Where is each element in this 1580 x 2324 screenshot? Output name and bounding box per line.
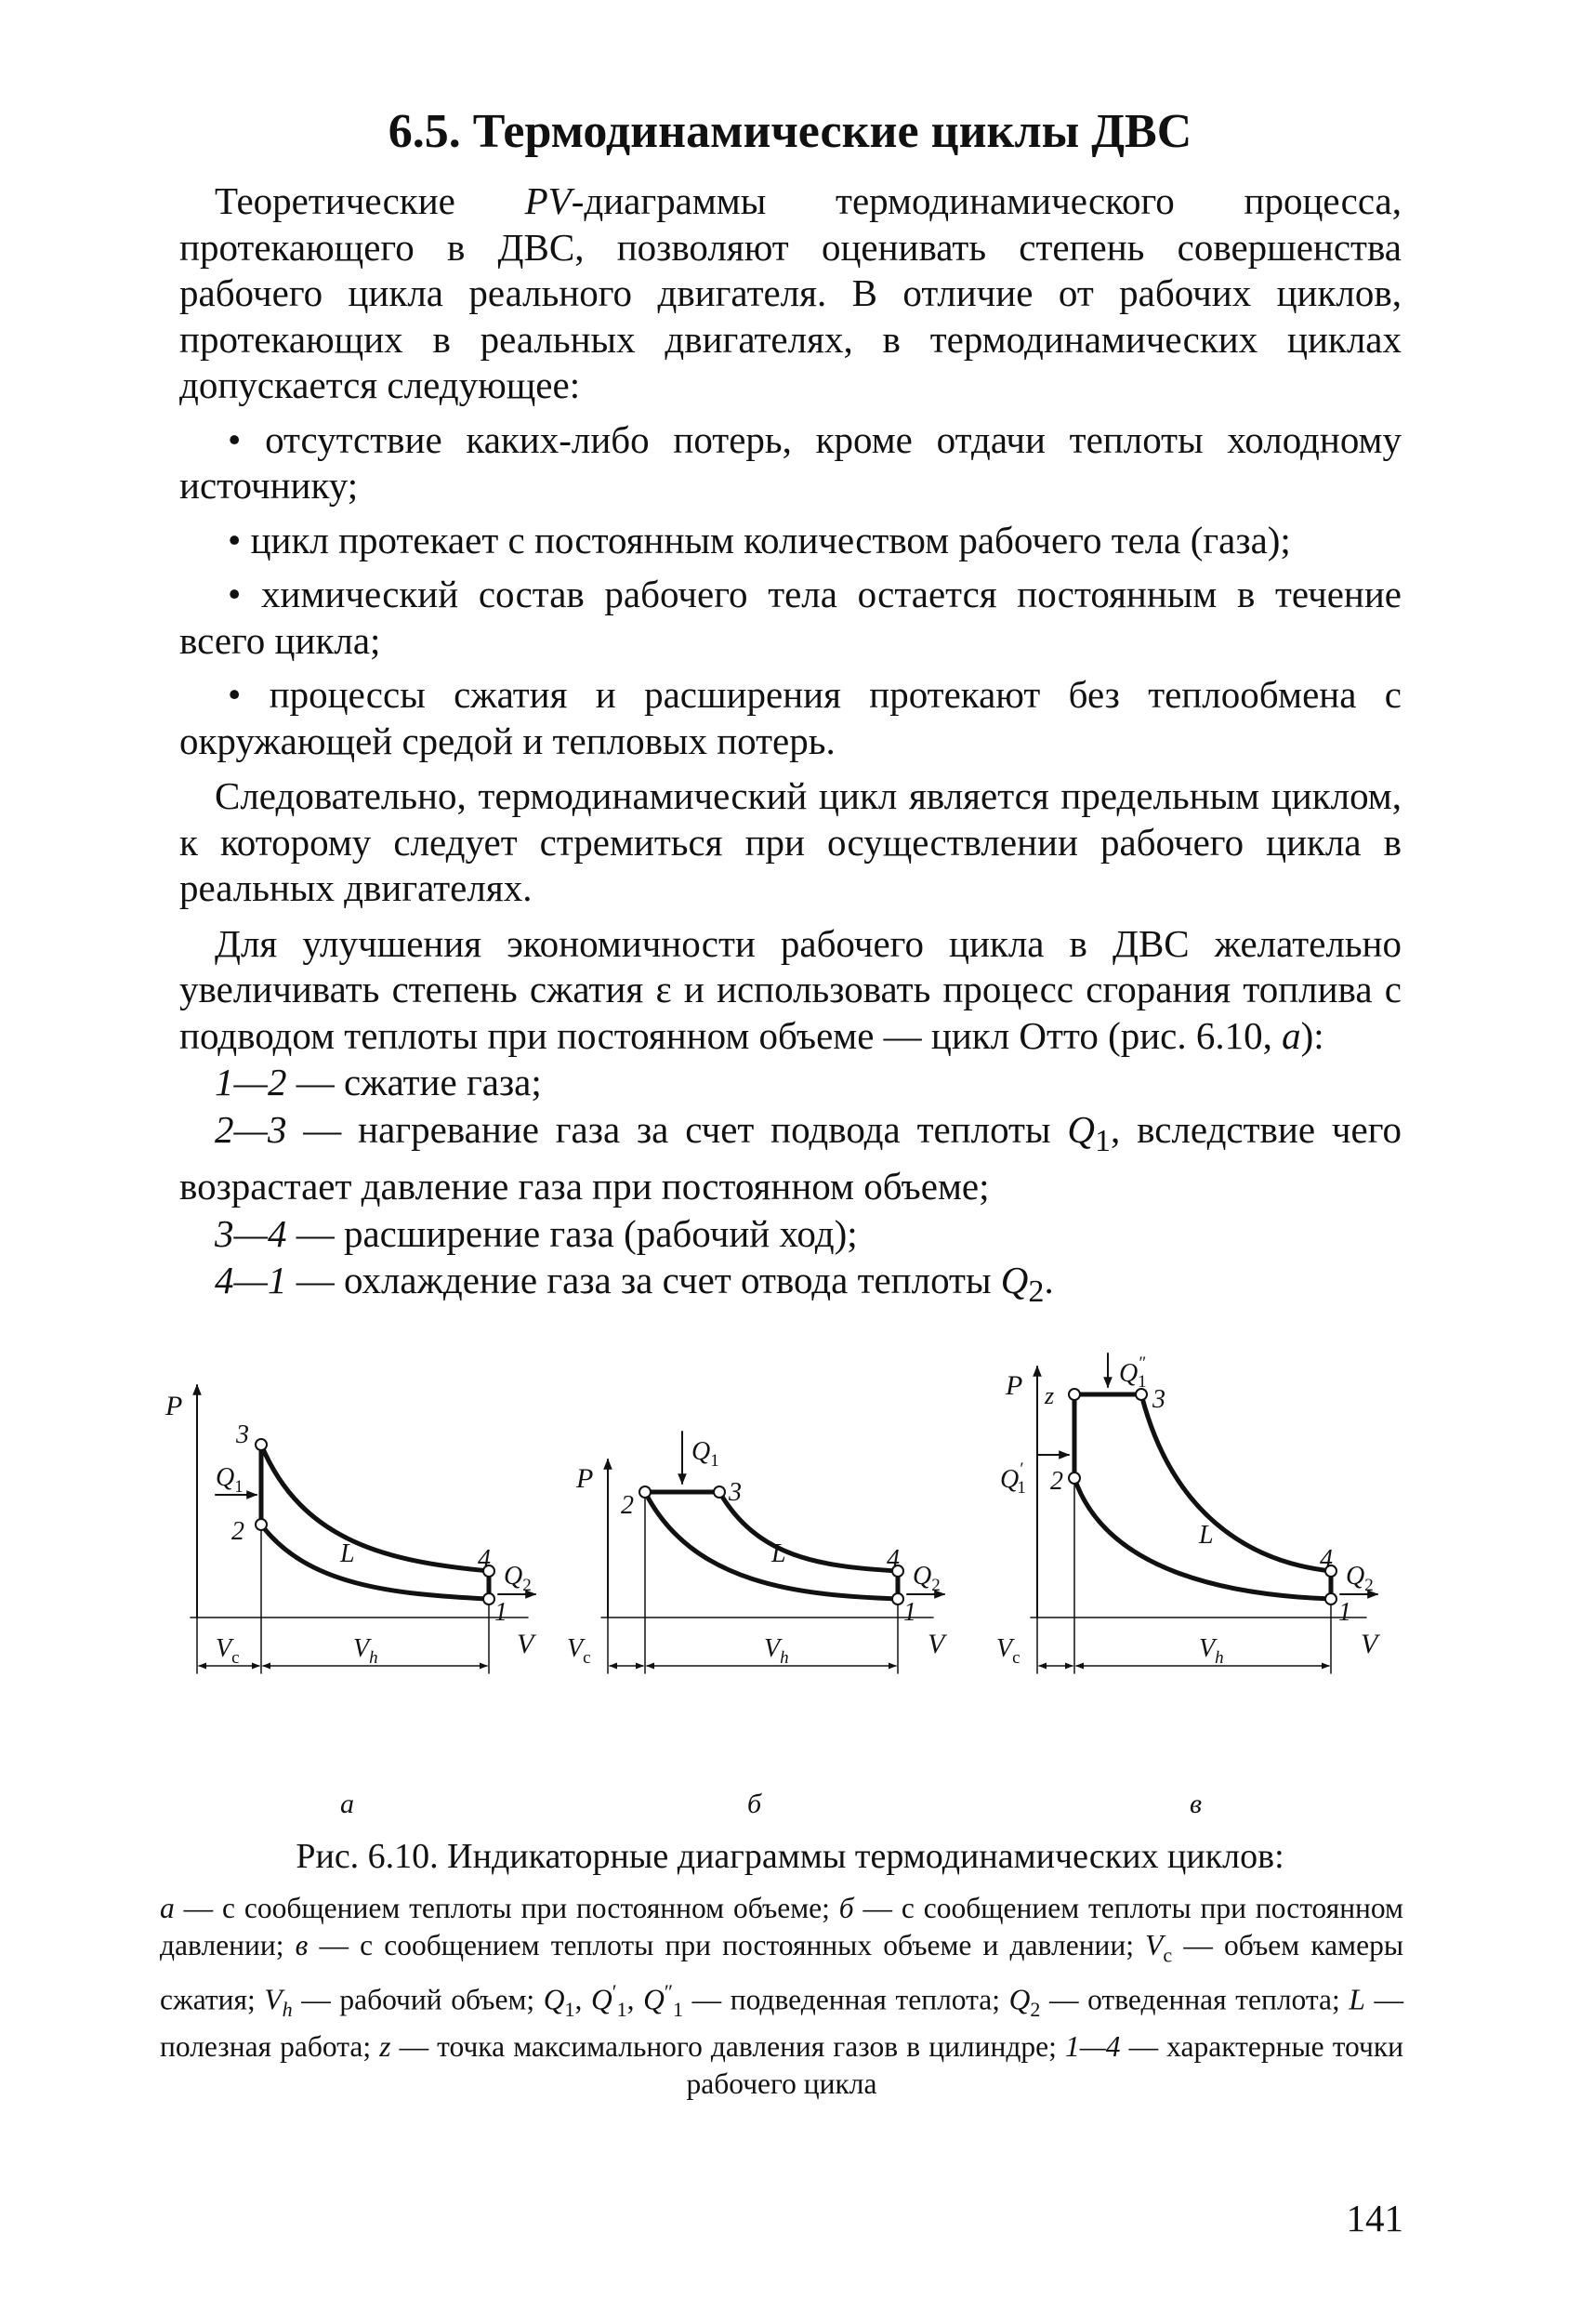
caption-segment: 2	[1030, 1998, 1041, 2022]
svg-text:Vh: $V_h$	[1199, 1634, 1224, 1668]
caption-segment: h	[282, 1998, 293, 2022]
svg-text:Q1: $Q_1$	[691, 1437, 719, 1471]
bullet-item: • отсутствие каких-либо потерь, кроме отдачи теплоты холодному источнику;	[179, 417, 1402, 507]
page-number: 141	[1346, 2197, 1403, 2239]
svg-text:V: V	[1361, 1629, 1378, 1659]
caption-segment: б	[838, 1892, 854, 1924]
section-title: 6.5. Термодинамические циклы ДВС	[388, 105, 1192, 158]
caption-segment: 1	[673, 1998, 684, 2022]
paragraph-intro: Теоретические PV-диаграммы термодинамического процесса, протекающего в ДВС, позволяют оценивать степень совершенства рабочего цикла реального двигателя. В отличие от рабочих циклов, протекающих в реальных двигателях, в термодинамических циклах допускается следующее:	[179, 179, 1402, 406]
svg-text:Q″1: Q″ 1	[1119, 1353, 1147, 1392]
svg-text:Q2: $Q_2$	[1346, 1562, 1374, 1595]
svg-text:Q2: $Q_2$	[504, 1562, 532, 1595]
caption-segment: ,	[574, 1983, 591, 2016]
caption-segment: c	[1163, 1943, 1173, 1967]
process-step: 2—3 — нагревание газа за счет подвода теплоты $Q_1$, вследствие чего возрастает давление газа при постоянном объеме;	[179, 1107, 1402, 1208]
caption-segment: а	[160, 1892, 175, 1924]
indicator-diagrams-figure	[0, 1339, 1580, 1822]
svg-text:V: V	[517, 1629, 534, 1659]
process-step: 3—4 — расширение газа (рабочий ход);	[215, 1211, 858, 1255]
caption-segment: в	[295, 1929, 309, 1961]
svg-text:Vh: $V_h$	[353, 1634, 378, 1668]
diagram-b	[567, 1432, 948, 1819]
caption-segment: — рабочий объем;	[292, 1983, 544, 2016]
svg-text:1: 1	[1338, 1598, 1351, 1627]
caption-segment: — характерные точки рабочего цикла	[686, 2030, 1403, 2101]
caption-segment: — подведенная теплота;	[683, 1983, 1009, 2016]
caption-segment: 1—4	[1064, 2030, 1121, 2064]
svg-text:P: P	[1006, 1370, 1023, 1401]
caption-segment: ′	[612, 1980, 617, 2004]
panel-letter-c: в	[1190, 1789, 1203, 1819]
caption-segment: — с сообщением теплоты при постоянных объеме и давлении;	[308, 1929, 1146, 1961]
caption-segment: ″	[664, 1980, 673, 2004]
process-step: 1—2 — сжатие газа;	[215, 1061, 542, 1103]
panel-letter-b: б	[747, 1789, 762, 1819]
caption-segment: Q	[543, 1983, 565, 2016]
caption-segment: V	[1145, 1929, 1164, 1961]
paragraph-conclusion: Следовательно, термодинамический цикл является предельным циклом, к которому следует стремиться при осуществлении рабочего цикла в реальных двигателях.	[179, 774, 1402, 909]
caption-segment: Q	[643, 1983, 665, 2016]
caption-segment: — с сообщением теплоты при постоянном давлении;	[160, 1892, 1403, 1961]
svg-text:P: P	[165, 1391, 183, 1421]
bullet-item: • цикл протекает с постоянным количеством рабочего тела (газа);	[228, 518, 1291, 561]
svg-text:2: 2	[1050, 1467, 1063, 1496]
caption-segment: — отведенная теплота;	[1040, 1983, 1350, 2016]
svg-text:z: z	[1045, 1382, 1055, 1409]
svg-text:3: 3	[729, 1478, 742, 1507]
svg-text:Q1: $Q_1$	[216, 1463, 244, 1497]
svg-text:Vc: $V_c$	[996, 1634, 1020, 1668]
figure-caption-body	[160, 1890, 1403, 2103]
svg-text:3: 3	[236, 1420, 249, 1449]
bullet-item: • процессы сжатия и расширения протекают без теплообмена с окружающей средой и тепловых потерь.	[179, 673, 1402, 762]
svg-text:1: 1	[903, 1598, 916, 1627]
svg-text:4: 4	[1320, 1545, 1333, 1574]
svg-text:4: 4	[887, 1545, 900, 1574]
svg-text:Q2: $Q_2$	[913, 1562, 941, 1595]
svg-text:P: P	[576, 1463, 594, 1494]
caption-segment: Q	[590, 1983, 612, 2016]
svg-text:1: 1	[494, 1598, 507, 1627]
diagram-a	[165, 1385, 537, 1819]
panel-letter-a: а	[340, 1789, 354, 1819]
svg-text:2: 2	[231, 1517, 244, 1546]
caption-segment: z	[379, 2030, 391, 2064]
caption-segment: 1	[616, 1998, 627, 2022]
svg-text:Vh: $V_h$	[764, 1634, 789, 1668]
svg-text:L: L	[1199, 1521, 1214, 1550]
bullet-item: • химический состав рабочего тела остается постоянным в течение всего цикла;	[179, 573, 1402, 662]
caption-segment: — с сообщением теплоты при постоянном объеме;	[174, 1892, 839, 1924]
caption-segment: — полезная работа;	[160, 1983, 1403, 2064]
svg-text:Q′1: Q′ 1	[1000, 1459, 1026, 1498]
svg-text:4: 4	[478, 1545, 491, 1574]
caption-segment: — объем камеры сжатия;	[160, 1929, 1403, 2016]
process-step: 4—1 — охлаждение газа за счет отвода теплоты $Q_2$.	[215, 1259, 1054, 1310]
paragraph-otto: Для улучшения экономичности рабочего цикла в ДВС желательно увеличивать степень сжатия ε и использовать процесс сгорания топлива с подводом теплоты при постоянном объеме — цикл Отто (рис. 6.10, а):	[179, 921, 1402, 1057]
svg-text:3: 3	[1152, 1385, 1165, 1414]
caption-segment: Q	[1008, 1983, 1031, 2016]
figure-caption-title: Рис. 6.10. Индикаторные диаграммы термодинамических циклов:	[296, 1837, 1284, 1876]
caption-segment: ,	[626, 1983, 644, 2016]
caption-segment: V	[264, 1983, 283, 2016]
caption-segment: L	[1349, 1983, 1365, 2016]
svg-text:L: L	[771, 1539, 786, 1568]
diagram-c	[996, 1353, 1381, 1819]
body-text	[179, 178, 1402, 1315]
svg-text:V: V	[928, 1629, 945, 1659]
svg-text:Vc: $V_c$	[216, 1634, 240, 1668]
caption-segment: — точка максимального давления газов в цилиндре;	[390, 2030, 1065, 2064]
svg-text:Vc: $V_c$	[567, 1634, 591, 1668]
svg-text:L: L	[340, 1539, 355, 1568]
caption-segment: 1	[564, 1998, 575, 2022]
svg-text:2: 2	[621, 1491, 634, 1520]
